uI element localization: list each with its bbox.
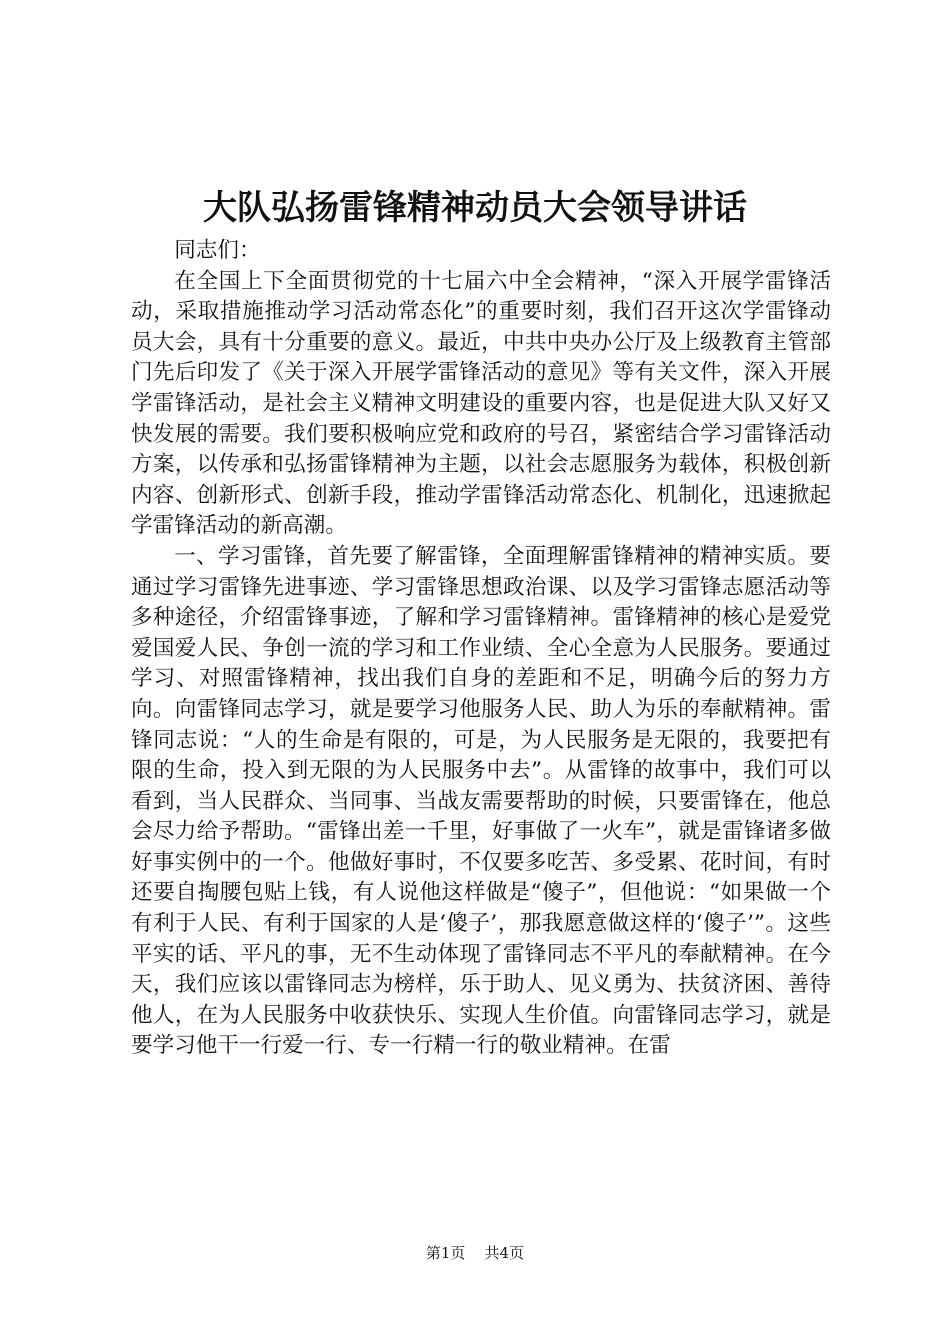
page-footer (0, 1243, 950, 1263)
footer-spacer (470, 1244, 480, 1262)
document-title: 大队弘扬雷锋精神动员大会领导讲话 (203, 188, 747, 228)
document-body (131, 236, 831, 1062)
page-number: 第1页 (425, 1244, 466, 1262)
paragraph-1: 在全国上下全面贯彻党的十七届六中全会精神，“深入开展学雷锋活动，采取措施推动学习活动常态化”的重要时刻，我们召开这次学雷锋动员大会，具有十分重要的意义。最近，中共中央办公厅及上级教育主管部门先后印发了《关于深入开展学雷锋活动的意见》等有关文件，深入开展学雷锋活动，是社会主义精神文明建设的重要内容，也是促进大队又好又快发展的需要。我们要积极响应党和政府的号召，紧密结合学习雷锋活动方案，以传承和弘扬雷锋精神为主题，以社会志愿服务为载体，积极创新内容、创新形式、创新手段，推动学雷锋活动常态化、机制化，迅速掀起学雷锋活动的新高潮。 (131, 268, 831, 539)
page-total: 共4页 (484, 1244, 525, 1262)
paragraph-2: 一、学习雷锋，首先要了解雷锋，全面理解雷锋精神的精神实质。要通过学习雷锋先进事迹、学习雷锋思想政治课、以及学习雷锋志愿活动等多种途径，介绍雷锋事迹，了解和学习雷锋精神。雷锋精神的核心是爱党爱国爱人民、争创一流的学习和工作业绩、全心全意为人民服务。要通过学习、对照雷锋精神，找出我们自身的差距和不足，明确今后的努力方向。向雷锋同志学习，就是要学习他服务人民、助人为乐的奉献精神。雷锋同志说：“人的生命是有限的，可是，为人民服务是无限的，我要把有限的生命，投入到无限的为人民服务中去”。从雷锋的故事中，我们可以看到，当人民群众、当同事、当战友需要帮助的时候，只要雷锋在，他总会尽力给予帮助。“雷锋出差一千里，好事做了一火车”，就是雷锋诸多做好事实例中的一个。他做好事时，不仅要多吃苦、多受累、花时间，有时还要自掏腰包贴上钱，有人说他这样做是“傻子”，但他说：“如果做一个有利于人民、有利于国家的人是‘傻子’，那我愿意做这样的‘傻子’”。这些平实的话、平凡的事，无不生动体现了雷锋同志不平凡的奉献精神。在今天，我们应该以雷锋同志为榜样，乐于助人、见义勇为、扶贫济困、善待他人，在为人民服务中收获快乐、实现人生价值。向雷锋同志学习，就是要学习他干一行爱一行、专一行精一行的敬业精神。在雷 (131, 543, 831, 1059)
greeting-line: 同志们： (174, 238, 261, 263)
